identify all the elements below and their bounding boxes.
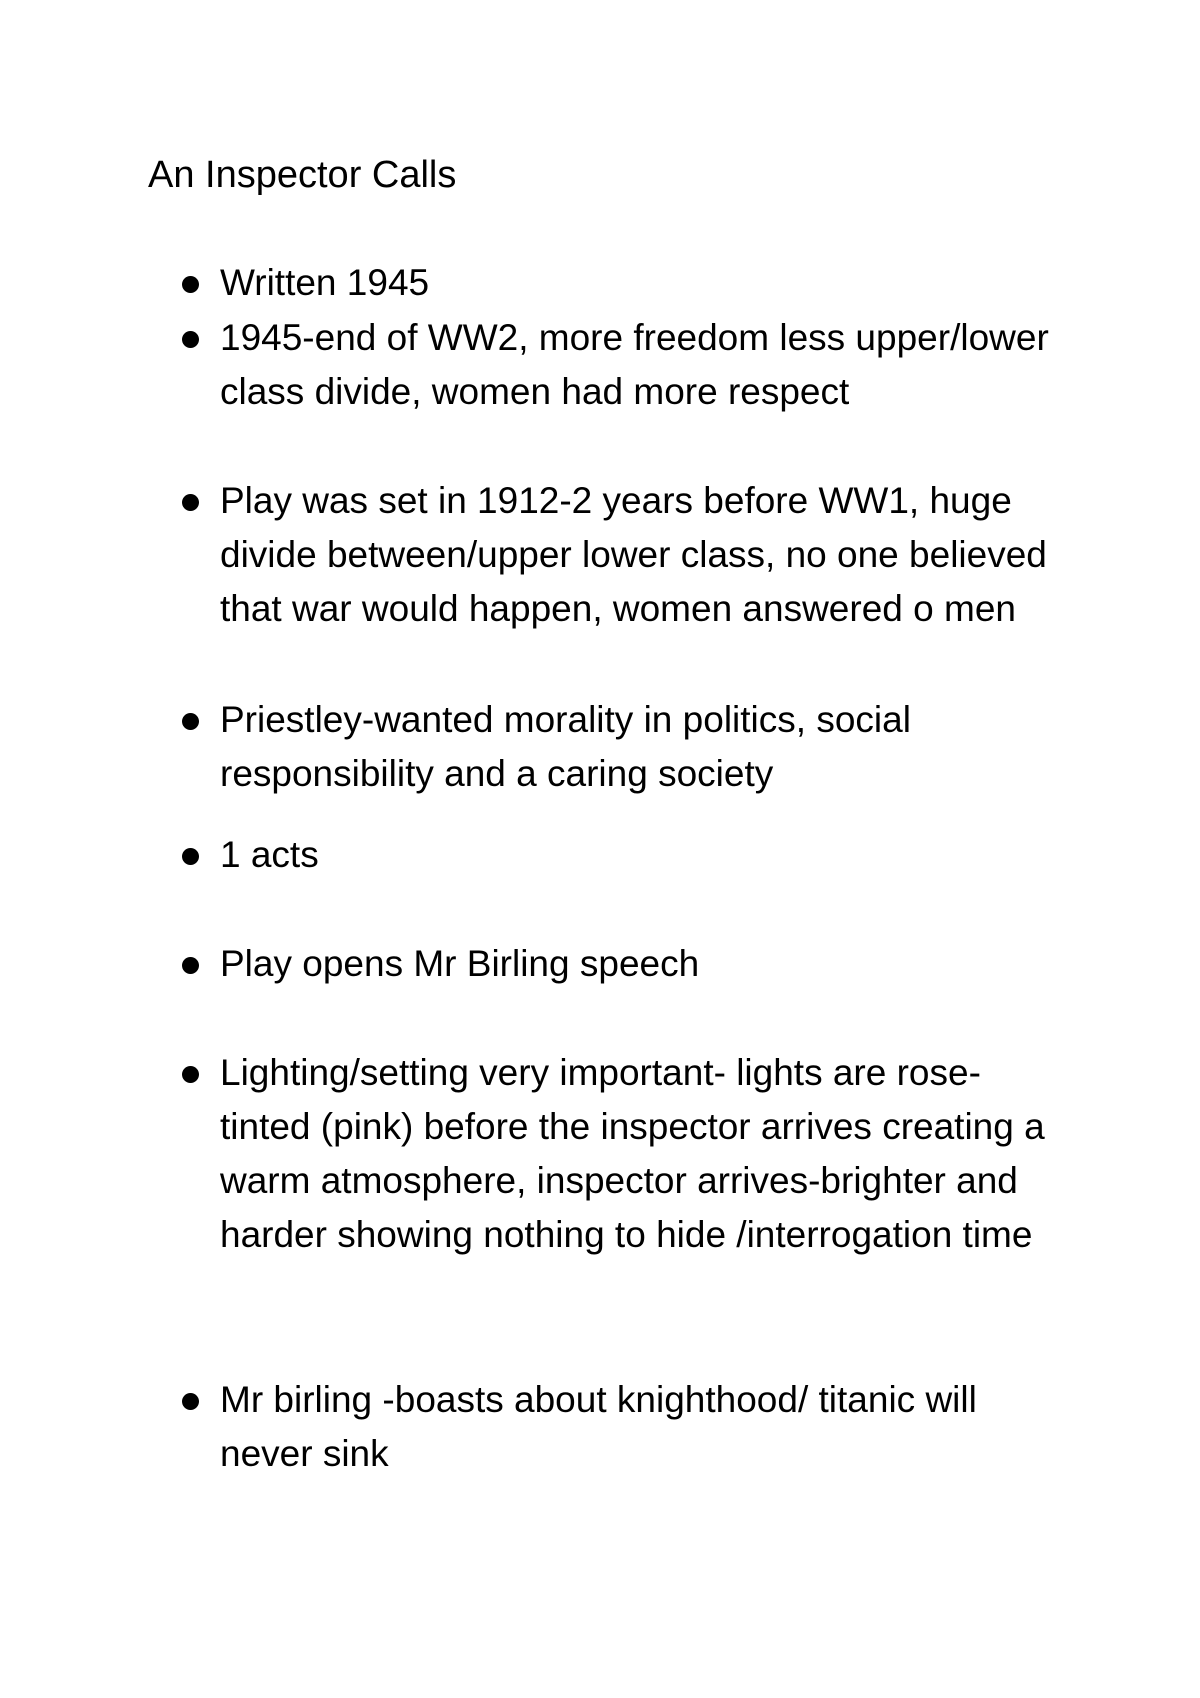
list-item-text: Written 1945 <box>220 262 430 303</box>
list-item-text: 1945-end of WW2, more freedom less upper/lower class divide, women had more respect <box>220 317 1049 412</box>
bullet-icon <box>182 713 199 730</box>
bullet-icon <box>182 957 199 974</box>
list-item <box>220 474 1060 636</box>
list-item-text: Play was set in 1912-2 years before WW1, huge divide between/upper lower class, no one believed that war would happen, women answered o men <box>220 480 1047 629</box>
bullet-icon <box>182 494 199 511</box>
list-item <box>220 828 1060 882</box>
list-item-text: Play opens Mr Birling speech <box>220 943 700 984</box>
list-item <box>220 1373 1060 1481</box>
bullet-icon <box>182 1393 199 1410</box>
bullet-icon <box>182 848 199 865</box>
bullet-icon <box>182 1066 199 1083</box>
list-item <box>220 311 1060 419</box>
list-item <box>220 256 1060 310</box>
list-item <box>220 1046 1060 1262</box>
bullet-icon <box>182 276 199 293</box>
list-item <box>220 937 1060 991</box>
list-item <box>220 693 1060 801</box>
list-item-text: Mr birling -boasts about knighthood/ titanic will never sink <box>220 1379 977 1474</box>
list-item-text: Priestley-wanted morality in politics, social responsibility and a caring society <box>220 699 911 794</box>
list-item-text: Lighting/setting very important- lights are rose-tinted (pink) before the inspector arrives creating a warm atmosphere, inspector arrives-brighter and harder showing nothing to hide /interrogation time <box>220 1052 1045 1255</box>
list-item-text: 1 acts <box>220 834 319 875</box>
bullet-icon <box>182 331 199 348</box>
document-title: An Inspector Calls <box>148 154 457 196</box>
